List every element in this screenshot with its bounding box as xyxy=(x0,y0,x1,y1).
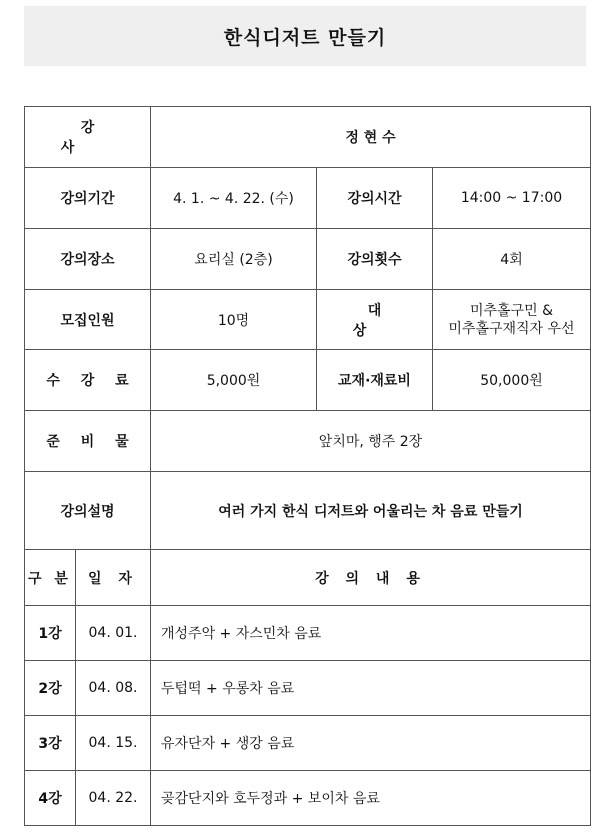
recruit-row xyxy=(25,290,591,350)
header-date: 일 자 xyxy=(76,550,151,606)
material-value: 50,000원 xyxy=(433,350,591,411)
prep-row xyxy=(25,411,591,472)
fee-value: 5,000원 xyxy=(151,350,317,411)
period-value: 4. 1. ~ 4. 22. (수) xyxy=(151,168,317,229)
count-label: 강의횟수 xyxy=(317,229,433,290)
time-value: 14:00 ~ 17:00 xyxy=(433,168,591,229)
prep-value: 앞치마, 행주 2장 xyxy=(151,411,591,472)
fee-label: 수 강 료 xyxy=(25,350,151,411)
header-division: 구 분 xyxy=(25,550,76,606)
session-content: 개성주악 + 자스민차 음료 xyxy=(151,606,591,661)
session-content: 유자단자 + 생강 음료 xyxy=(151,716,591,771)
desc-row xyxy=(25,472,591,550)
instructor-label: 강 사 xyxy=(25,107,151,168)
time-label: 강의시간 xyxy=(317,168,433,229)
target-line-2: 미추홀구재직자 우선 xyxy=(448,320,575,337)
place-value: 요리실 (2층) xyxy=(151,229,317,290)
table-row xyxy=(25,771,591,826)
session-content: 곶감단지와 호두정과 + 보이차 음료 xyxy=(151,771,591,826)
prep-label: 준 비 물 xyxy=(25,411,151,472)
session-content: 두텁떡 + 우롱차 음료 xyxy=(151,661,591,716)
table-row xyxy=(25,716,591,771)
fee-row xyxy=(25,350,591,411)
table-row xyxy=(25,661,591,716)
session-date: 04. 22. xyxy=(76,771,151,826)
session-label: 3강 xyxy=(25,716,76,771)
recruit-label: 모집인원 xyxy=(25,290,151,350)
place-label: 강의장소 xyxy=(25,229,151,290)
session-date: 04. 01. xyxy=(76,606,151,661)
header-content: 강 의 내 용 xyxy=(151,550,591,606)
instructor-row xyxy=(25,107,591,168)
target-value xyxy=(433,290,591,350)
recruit-value: 10명 xyxy=(151,290,317,350)
table-row xyxy=(25,606,591,661)
desc-label: 강의설명 xyxy=(25,472,151,550)
target-label: 대 상 xyxy=(317,290,433,350)
period-label: 강의기간 xyxy=(25,168,151,229)
session-label: 1강 xyxy=(25,606,76,661)
page-title: 한식디저트 만들기 xyxy=(223,26,387,49)
target-line-1: 미추홀구민 & xyxy=(470,302,553,319)
desc-value: 여러 가지 한식 디저트와 어울리는 차 음료 만들기 xyxy=(151,472,591,550)
title-bar xyxy=(24,6,586,66)
session-date: 04. 08. xyxy=(76,661,151,716)
schedule-header-row xyxy=(25,550,591,606)
session-date: 04. 15. xyxy=(76,716,151,771)
place-row xyxy=(25,229,591,290)
instructor-value: 정 현 수 xyxy=(151,107,591,168)
count-value: 4회 xyxy=(433,229,591,290)
session-label: 2강 xyxy=(25,661,76,716)
course-info-table xyxy=(24,106,591,826)
material-label: 교재·재료비 xyxy=(317,350,433,411)
period-row xyxy=(25,168,591,229)
session-label: 4강 xyxy=(25,771,76,826)
